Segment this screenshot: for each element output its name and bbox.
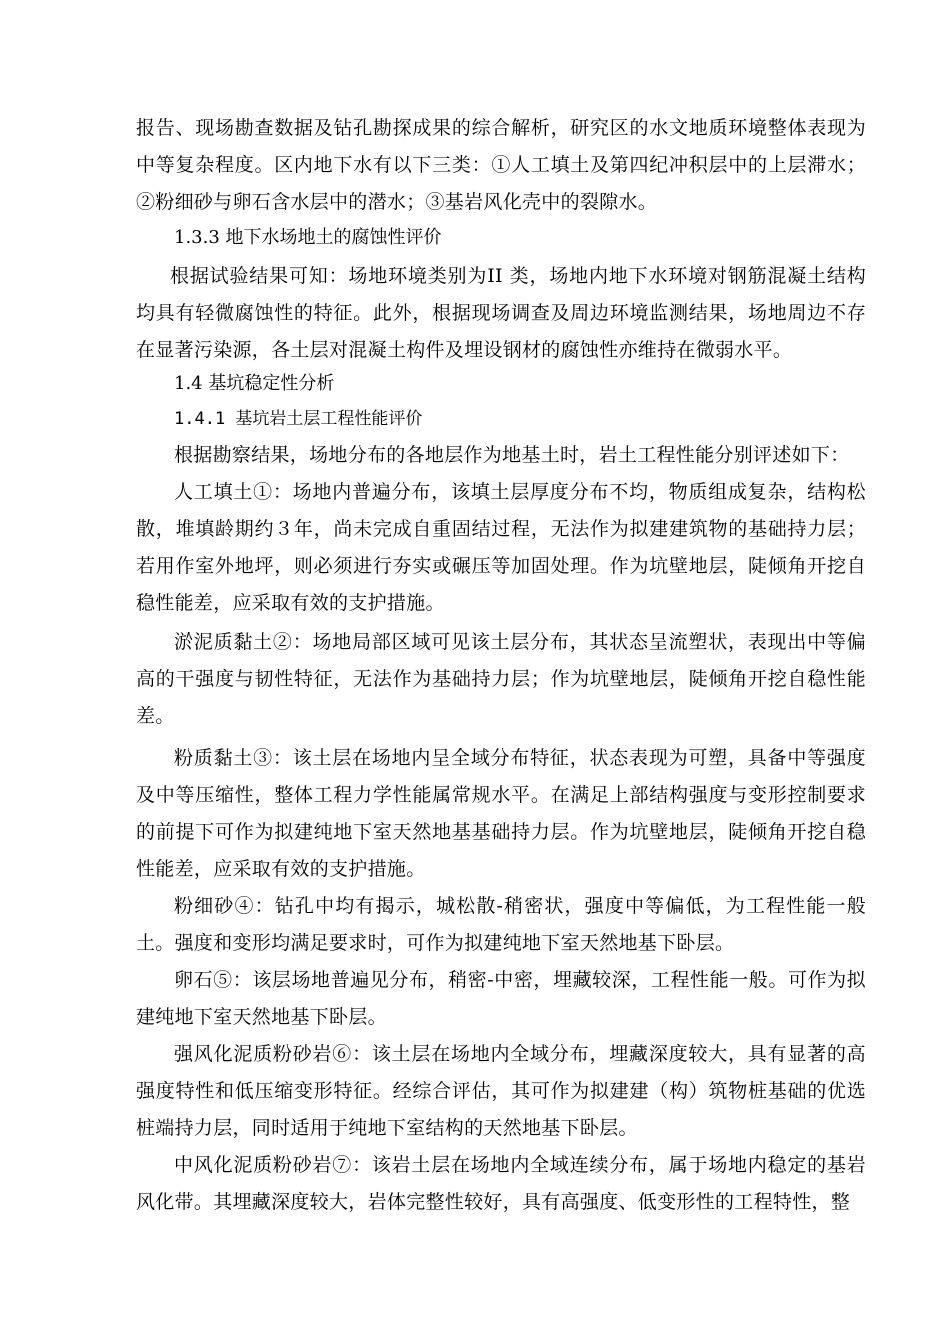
paragraph-hydrogeology-summary: 报告、现场勘查数据及钻孔勘探成果的综合解析，研究区的水文地质环境整体表现为中等复杂程度。区内地下水有以下三类：①人工填土及第四纪冲积层中的上层滞水；②粉细砂与卵石含水层中的潜水；③基岩风化壳中的裂隙水。 <box>136 117 866 213</box>
paragraph-silty-clay: 粉质黏土③：该土层在场地内呈全域分布特征，状态表现为可塑，具备中等强度及中等压缩性，整体工程力学性能属常规水平。在满足上部结构强度与变形控制要求的前提下可作为拟建纯地下室天然地基基础持力层。作为坑壁地层，陡倾角开挖自稳性能差，应采取有效的支护措施。 <box>136 747 866 880</box>
paragraph-strongly-weathered-rock: 强风化泥质粉砂岩⑥：该土层在场地内全域分布，埋藏深度较大，具有显著的高强度特性和低压缩变形特征。经综合评估，其可作为拟建建（构）筑物桩基础的优选桩端持力层，同时适用于纯地下室结构的天然地基下卧层。 <box>136 1043 866 1139</box>
paragraph-moderately-weathered-rock: 中风化泥质粉砂岩⑦：该岩土层在场地内全域连续分布，属于场地内稳定的基岩风化带。其埋藏深度较大，岩体完整性较好，具有高强度、低变形性的工程特性，整 <box>136 1154 866 1213</box>
paragraph-muddy-clay: 淤泥质黏土②：场地局部区域可见该土层分布，其状态呈流塑状，表现出中等偏高的干强度与韧性特征，无法作为基础持力层；作为坑壁地层，陡倾角开挖自稳性能差。 <box>136 631 866 727</box>
paragraph-corrosion-evaluation: 根据试验结果可知：场地环境类别为II 类，场地内地下水环境对钢筋混凝土结构均具有轻微腐蚀性的特征。此外，根据现场调查及周边环境监测结果，场地周边不存在显著污染源，各土层对混凝土构件及埋设钢材的腐蚀性亦维持在微弱水平。 <box>136 265 866 361</box>
section-heading-1-4: 1.4 基坑稳定性分析 <box>174 373 335 394</box>
paragraph-artificial-fill: 人工填土①：场地内普遍分布，该填土层厚度分布不均，物质组成复杂，结构松散，堆填龄期约３年，尚未完成自重固结过程，无法作为拟建建筑物的基础持力层；若用作室外地坪，则必须进行夯实或碾压等加固处理。作为坑壁地层，陡倾角开挖自稳性能差，应采取有效的支护措施。 <box>136 481 866 614</box>
paragraph-pebble: 卵石⑤：该层场地普遍见分布，稍密-中密，埋藏较深，工程性能一般。可作为拟建纯地下室天然地基下卧层。 <box>136 969 866 1028</box>
section-heading-1-3-3: 1.3.3 地下水场地土的腐蚀性评价 <box>174 227 442 248</box>
paragraph-evaluation-intro: 根据勘察结果，场地分布的各地层作为地基土时，岩土工程性能分别评述如下： <box>174 444 850 466</box>
section-heading-1-4-1: 1.4.1 基坑岩土层工程性能评价 <box>174 409 423 429</box>
paragraph-fine-sand: 粉细砂④：钻孔中均有揭示，城松散-稍密状，强度中等偏低，为工程性能一般土。强度和变形均满足要求时，可作为拟建纯地下室天然地基下卧层。 <box>136 895 866 954</box>
